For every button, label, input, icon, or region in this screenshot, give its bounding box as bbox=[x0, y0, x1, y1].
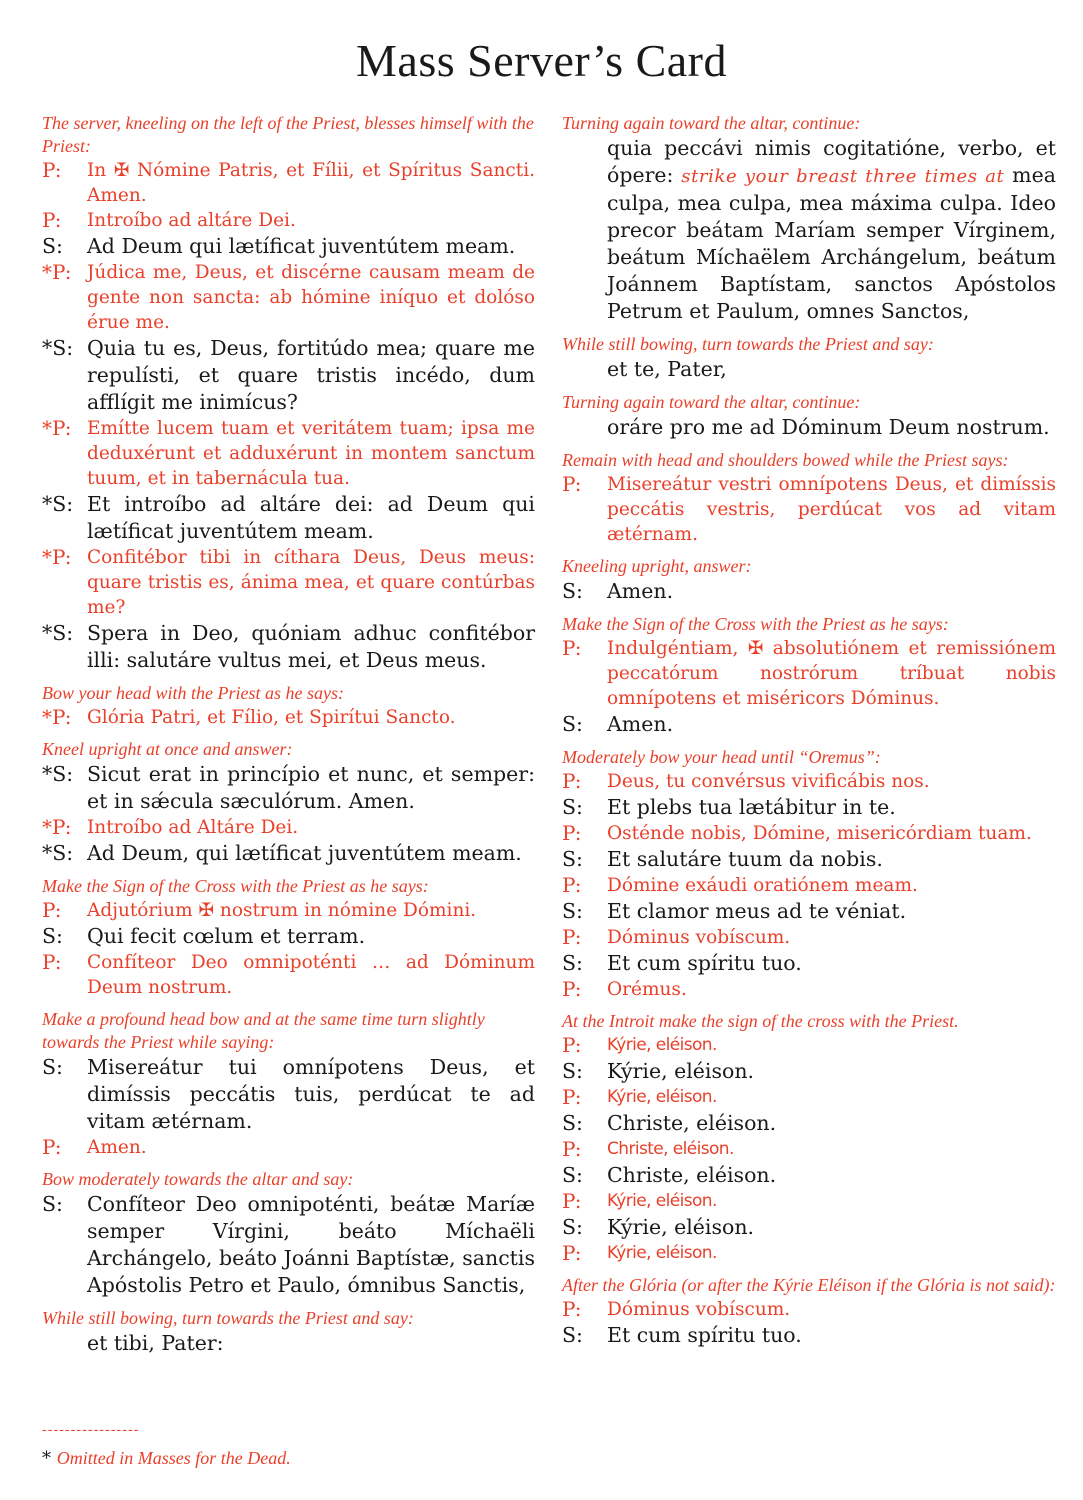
line-text: Kýrie, eléison. bbox=[607, 1035, 717, 1055]
line-text: Christe, eléison. bbox=[607, 1111, 777, 1135]
line-text: Júdica me, Deus, et discérne causam meam de gente non sancta: ab hómine iníquo et dolóso érue me. bbox=[87, 262, 535, 333]
server-continuation bbox=[562, 135, 1056, 325]
line-text: Qui fecit cœlum et terram. bbox=[87, 924, 366, 948]
line-text: In ✠ Nómine Patris, et Fílii, et Spíritus Sancti. Amen. bbox=[87, 160, 535, 206]
speaker: P: bbox=[42, 1135, 62, 1159]
priest-line bbox=[562, 769, 1056, 794]
line-text: Amen. bbox=[607, 712, 674, 736]
server-line bbox=[562, 1322, 1056, 1349]
priest-line bbox=[42, 260, 535, 335]
priest-line bbox=[562, 472, 1056, 547]
speaker: *P: bbox=[42, 705, 72, 729]
line-text: Amen. bbox=[87, 1137, 147, 1158]
server-line bbox=[562, 898, 1056, 925]
rubric: At the Introit make the sign of the cross with the Priest. bbox=[562, 1011, 959, 1031]
priest-line bbox=[42, 705, 535, 730]
line-text: Christe, eléison. bbox=[607, 1163, 777, 1187]
speaker: *P: bbox=[42, 416, 72, 440]
line-text: Et cum spíritu tuo. bbox=[607, 951, 802, 975]
speaker: S: bbox=[562, 1215, 583, 1239]
line-text: Confíteor Deo omnipoténti, beátæ Maríæ semper Vírgini, beáto Míchaëli Archángelo, beáto Joánni Baptístæ, sanctis Apóstolis Petro et Paulo, ómnibus Sanctis, bbox=[87, 1192, 535, 1297]
server-line bbox=[42, 335, 535, 416]
rubric: Make the Sign of the Cross with the Priest as he says: bbox=[42, 876, 429, 896]
speaker: P: bbox=[562, 1137, 582, 1161]
rubric: While still bowing, turn towards the Priest and say: bbox=[42, 1308, 414, 1328]
rubric: While still bowing, turn towards the Priest and say: bbox=[562, 334, 934, 354]
speaker: S: bbox=[562, 1111, 583, 1135]
rubric: The server, kneeling on the left of the Priest, blesses himself with the Priest: bbox=[42, 113, 534, 156]
speaker: P: bbox=[562, 1085, 582, 1109]
speaker: S: bbox=[562, 899, 583, 923]
line-text: Adjutórium ✠ nostrum in nómine Dómini. bbox=[87, 900, 477, 921]
speaker: *S: bbox=[42, 492, 74, 516]
priest-line bbox=[562, 1189, 1056, 1214]
line-text: Spera in Deo, quóniam adhuc confitébor illi: salutáre vultus mei, et Deus meus. bbox=[87, 621, 535, 672]
speaker: S: bbox=[562, 951, 583, 975]
speaker: P: bbox=[562, 769, 582, 793]
server-line bbox=[562, 1058, 1056, 1085]
line-text: Orémus. bbox=[607, 979, 687, 1000]
line-text: Misereátur vestri omnípotens Deus, et dimíssis peccátis vestris, perdúcat vos ad vitam ætérnam. bbox=[607, 474, 1056, 545]
server-line bbox=[562, 711, 1056, 738]
server-line bbox=[42, 840, 535, 867]
priest-line bbox=[42, 1135, 535, 1160]
priest-line bbox=[42, 158, 535, 208]
line-text: Introíbo ad altáre Dei. bbox=[87, 210, 296, 231]
speaker: P: bbox=[42, 950, 62, 974]
server-line bbox=[562, 1162, 1056, 1189]
priest-line bbox=[562, 821, 1056, 846]
priest-line bbox=[562, 1297, 1056, 1322]
server-line bbox=[42, 923, 535, 950]
priest-line bbox=[562, 1033, 1056, 1058]
server-line bbox=[562, 950, 1056, 977]
line-text: Confitébor tibi in cíthara Deus, Deus meus: quare tristis es, ánima mea, et quare contúrbas me? bbox=[87, 547, 535, 618]
speaker: *S: bbox=[42, 841, 74, 865]
line-text: Osténde nobis, Dómine, misericórdiam tuam. bbox=[607, 823, 1032, 844]
speaker: S: bbox=[42, 1192, 63, 1216]
server-line bbox=[562, 846, 1056, 873]
priest-line bbox=[562, 1137, 1056, 1162]
line-text: Et plebs tua lætábitur in te. bbox=[607, 795, 896, 819]
left-column bbox=[42, 112, 535, 1357]
speaker: *S: bbox=[42, 762, 74, 786]
speaker: S: bbox=[562, 1059, 583, 1083]
line-text: Et clamor meus ad te véniat. bbox=[607, 899, 907, 923]
line-text: Misereátur tui omnípotens Deus, et dimíssis peccátis tuis, perdúcat te ad vitam ætérnam. bbox=[87, 1055, 535, 1133]
server-line bbox=[42, 761, 535, 815]
speaker: S: bbox=[42, 234, 63, 258]
line-text: Deus, tu convérsus vivificábis nos. bbox=[607, 771, 930, 792]
speaker: *P: bbox=[42, 815, 72, 839]
speaker: S: bbox=[42, 924, 63, 948]
speaker: S: bbox=[562, 579, 583, 603]
rubric: Kneeling upright, answer: bbox=[562, 556, 752, 576]
page-title: Mass Server’s Card bbox=[356, 35, 727, 86]
rubric: After the Glória (or after the Kýrie Eléison if the Glória is not said): bbox=[562, 1275, 1056, 1295]
speaker: P: bbox=[562, 821, 582, 845]
server-line bbox=[42, 620, 535, 674]
line-text: Quia tu es, Deus, fortitúdo mea; quare me repulísti, et quare tristis incédo, dum afflígit me inimícus? bbox=[87, 336, 535, 414]
rubric: Make the Sign of the Cross with the Priest as he says: bbox=[562, 614, 949, 634]
priest-line bbox=[562, 873, 1056, 898]
priest-line bbox=[562, 636, 1056, 711]
speaker: S: bbox=[562, 712, 583, 736]
server-continuation: et te, Pater, bbox=[607, 357, 727, 381]
priest-line bbox=[42, 545, 535, 620]
speaker: P: bbox=[42, 898, 62, 922]
speaker: *P: bbox=[42, 545, 72, 569]
footnote-note: Omitted in Masses for the Dead. bbox=[56, 1448, 291, 1468]
footnote bbox=[42, 1422, 542, 1469]
speaker: S: bbox=[562, 1163, 583, 1187]
line-text: Emítte lucem tuam et veritátem tuam; ipsa me deduxérunt et adduxérunt in montem sanctum tuum, et in tabernácula tua. bbox=[87, 418, 535, 489]
server-line bbox=[562, 1214, 1056, 1241]
speaker: *P: bbox=[42, 260, 72, 284]
line-text: Ad Deum qui lætíficat juventútem meam. bbox=[87, 234, 516, 258]
asterisk: * bbox=[42, 1448, 51, 1469]
speaker: S: bbox=[42, 1055, 63, 1079]
speaker: P: bbox=[42, 208, 62, 232]
server-continuation: oráre pro me ad Dóminum Deum nostrum. bbox=[607, 415, 1050, 439]
speaker: *S: bbox=[42, 336, 74, 360]
server-continuation: et tibi, Pater: bbox=[87, 1331, 224, 1355]
confiteor-text: quia peccávi nimis cogitatióne, verbo, et ópere: bbox=[607, 136, 1056, 187]
server-line bbox=[562, 794, 1056, 821]
line-text: Et salutáre tuum da nobis. bbox=[607, 847, 883, 871]
rubric: Bow moderately towards the altar and say: bbox=[42, 1169, 354, 1189]
line-text: Et introíbo ad altáre dei: ad Deum qui lætíficat juventútem meam. bbox=[87, 492, 535, 543]
line-text: Indulgéntiam, ✠ absolutiónem et remissiónem peccatórum nostrórum tríbuat nobis omnípotens et miséricors Dóminus. bbox=[607, 638, 1056, 709]
speaker: P: bbox=[562, 925, 582, 949]
speaker: P: bbox=[562, 977, 582, 1001]
priest-line bbox=[42, 208, 535, 233]
speaker: *S: bbox=[42, 621, 74, 645]
rubric: Bow your head with the Priest as he says: bbox=[42, 683, 344, 703]
server-line bbox=[562, 578, 1056, 605]
line-text: Kýrie, eléison. bbox=[607, 1059, 755, 1083]
line-text: Dómine exáudi oratiónem meam. bbox=[607, 875, 918, 896]
line-text: Dóminus vobíscum. bbox=[607, 1299, 791, 1320]
server-line bbox=[42, 1191, 535, 1299]
speaker: S: bbox=[562, 1323, 583, 1347]
priest-line bbox=[42, 898, 535, 923]
line-text: Ad Deum, qui lætíficat juventútem meam. bbox=[87, 841, 522, 865]
line-text: Amen. bbox=[607, 579, 674, 603]
speaker: P: bbox=[562, 1241, 582, 1265]
line-text: Christe, eléison. bbox=[607, 1139, 734, 1159]
speaker: P: bbox=[42, 158, 62, 182]
server-line bbox=[562, 1110, 1056, 1137]
server-line bbox=[42, 1054, 535, 1135]
line-text: Kýrie, eléison. bbox=[607, 1191, 717, 1211]
speaker: P: bbox=[562, 873, 582, 897]
rubric: Kneel upright at once and answer: bbox=[42, 739, 293, 759]
confiteor-text: mea culpa, mea culpa, mea máxima culpa. Ideo precor beátam Maríam semper Vírginem, beátum Míchaëlem Archángelum, beátum Joánnem Baptístam, sanctos Apóstolos Petrum et Paulum, omnes Sanctos, bbox=[607, 163, 1056, 323]
rubric: Turning again toward the altar, continue: bbox=[562, 392, 861, 412]
breast-strike-instruction: strike your breast three times at bbox=[681, 166, 1005, 187]
speaker: P: bbox=[562, 472, 582, 496]
footnote-divider: ----------------- bbox=[42, 1422, 140, 1438]
line-text: Kýrie, eléison. bbox=[607, 1087, 717, 1107]
line-text: Kýrie, eléison. bbox=[607, 1215, 755, 1239]
priest-line bbox=[42, 416, 535, 491]
speaker: P: bbox=[562, 1033, 582, 1057]
rubric: Moderately bow your head until “Oremus”: bbox=[562, 747, 881, 767]
server-line bbox=[42, 491, 535, 545]
line-text: Et cum spíritu tuo. bbox=[607, 1323, 802, 1347]
priest-line bbox=[42, 950, 535, 1000]
line-text: Confíteor Deo omnipoténti … ad Dóminum Deum nostrum. bbox=[87, 952, 535, 998]
priest-line bbox=[562, 977, 1056, 1002]
speaker: P: bbox=[562, 1189, 582, 1213]
line-text: Dóminus vobíscum. bbox=[607, 927, 791, 948]
line-text: Sicut erat in princípio et nunc, et semper: et in sǽcula sæculórum. Amen. bbox=[87, 762, 535, 813]
speaker: S: bbox=[562, 795, 583, 819]
priest-line bbox=[562, 1241, 1056, 1266]
speaker: P: bbox=[562, 1297, 582, 1321]
server-line bbox=[42, 233, 535, 260]
line-text: Glória Patri, et Fílio, et Spirítui Sancto. bbox=[87, 707, 456, 728]
rubric: Make a profound head bow and at the same time turn slightly towards the Priest while saying: bbox=[42, 1009, 485, 1052]
rubric: Remain with head and shoulders bowed while the Priest says: bbox=[562, 450, 1009, 470]
speaker: P: bbox=[562, 636, 582, 660]
priest-line bbox=[42, 815, 535, 840]
priest-line bbox=[562, 925, 1056, 950]
footnote-text bbox=[42, 1448, 542, 1469]
line-text: Kýrie, eléison. bbox=[607, 1243, 717, 1263]
priest-line bbox=[562, 1085, 1056, 1110]
rubric: Turning again toward the altar, continue: bbox=[562, 113, 861, 133]
right-column bbox=[562, 112, 1056, 1349]
line-text: Introíbo ad Altáre Dei. bbox=[87, 817, 299, 838]
speaker: S: bbox=[562, 847, 583, 871]
